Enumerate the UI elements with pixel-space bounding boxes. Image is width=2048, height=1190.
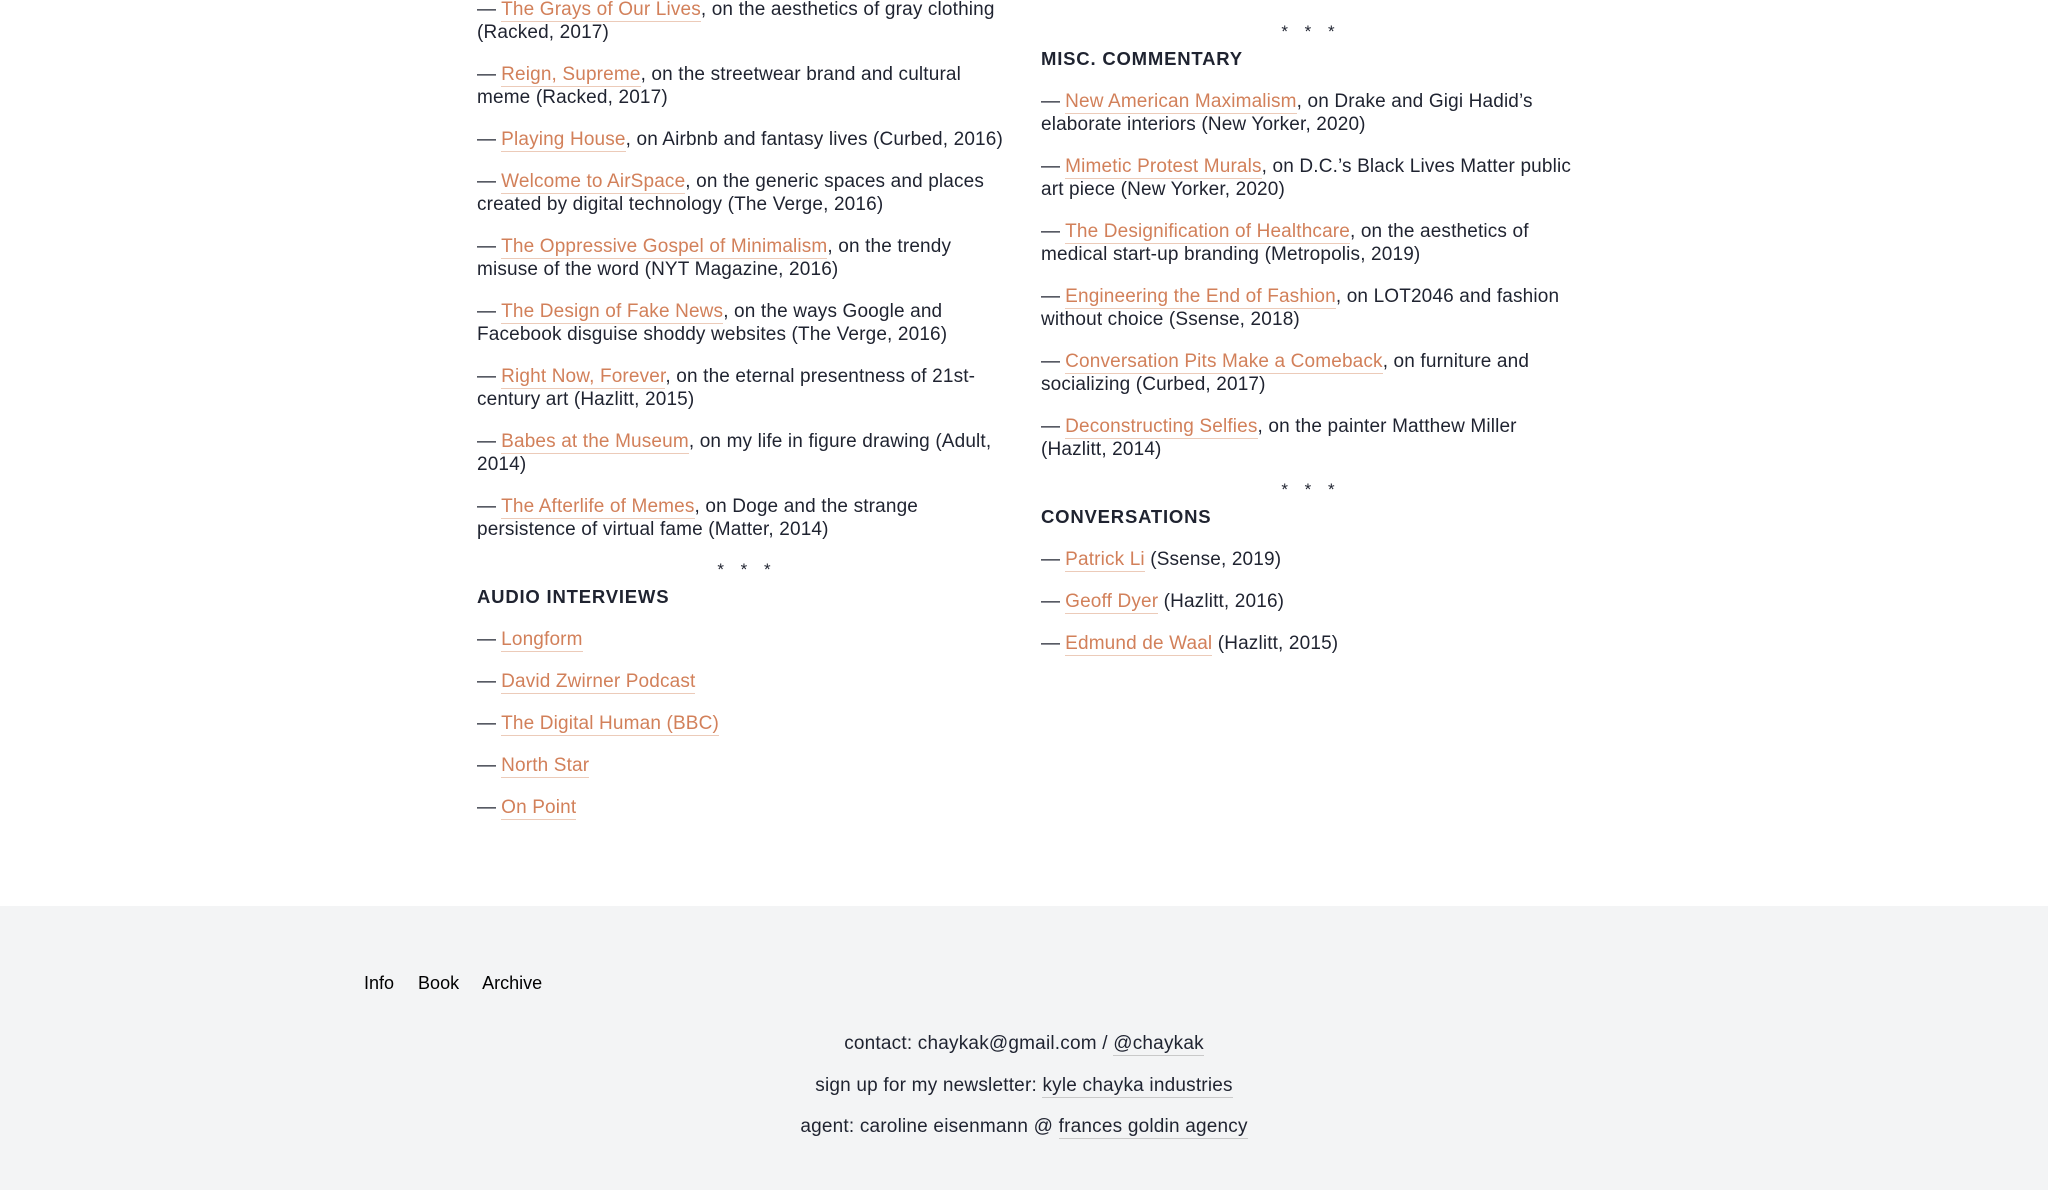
essay-link[interactable]: The Grays of Our Lives (501, 0, 701, 20)
essay-entry: — The Design of Fake News, on the ways Google and Facebook disguise shoddy websites (The Verge, 2016) (477, 301, 948, 345)
essays-column (477, 0, 1017, 838)
footer-contact-line: contact: chaykak@gmail.com / @chaykak (844, 1033, 1204, 1054)
essay-entry: — Reign, Supreme, on the streetwear brand and cultural meme (Racked, 2017) (477, 64, 962, 108)
commentary-link[interactable]: Engineering the End of Fashion (1065, 286, 1336, 307)
essay-link[interactable]: Welcome to AirSpace (501, 171, 686, 192)
essay-link[interactable]: Playing House (501, 129, 626, 150)
essay-entry: — The Oppressive Gospel of Minimalism, on the trendy misuse of the word (NYT Magazine, 2016) (477, 236, 952, 280)
audio-link[interactable]: Longform (501, 629, 583, 650)
essay-link[interactable]: Right Now, Forever (501, 366, 666, 387)
footer-nav-info[interactable]: Info (364, 973, 395, 993)
site-footer (0, 906, 2048, 1190)
essay-entry: — Playing House, on Airbnb and fantasy lives (Curbed, 2016) (477, 129, 1003, 150)
commentary-entry: — Deconstructing Selfies, on the painter Matthew Miller (Hazlitt, 2014) (1041, 416, 1517, 460)
audio-interviews-heading: AUDIO INTERVIEWS (477, 586, 670, 607)
essay-link[interactable]: The Design of Fake News (501, 301, 724, 322)
audio-entry: — North Star (477, 755, 590, 776)
conversation-entry: — Geoff Dyer (Hazlitt, 2016) (1041, 591, 1285, 612)
newsletter-link[interactable]: kyle chayka industries (1042, 1075, 1233, 1096)
commentary-entry: — Mimetic Protest Murals, on D.C.’s Black Lives Matter public art piece (New Yorker, 2020) (1041, 156, 1571, 200)
audio-entry: — The Digital Human (BBC) (477, 713, 719, 734)
essay-entry: — Welcome to AirSpace, on the generic spaces and places created by digital technology (The Verge, 2016) (477, 171, 985, 215)
essay-link[interactable]: The Afterlife of Memes (501, 496, 695, 517)
audio-entry: — On Point (477, 797, 577, 818)
audio-link[interactable]: North Star (501, 755, 590, 776)
misc-commentary-heading: MISC. COMMENTARY (1041, 48, 1243, 69)
commentary-entry: — Engineering the End of Fashion, on LOT2046 and fashion without choice (Ssense, 2018) (1041, 286, 1560, 330)
commentary-link[interactable]: Conversation Pits Make a Comeback (1065, 351, 1383, 372)
essay-entry: — The Afterlife of Memes, on Doge and the strange persistence of virtual fame (Matter, 2014) (477, 496, 918, 540)
audio-link[interactable]: The Digital Human (BBC) (501, 713, 719, 734)
footer-agent-line: agent: caroline eisenmann @ frances goldin agency (800, 1116, 1248, 1137)
essay-link[interactable]: The Oppressive Gospel of Minimalism (501, 236, 828, 257)
audio-entry: — David Zwirner Podcast (477, 671, 696, 692)
commentary-column (1041, 18, 1581, 674)
audio-entry: — Longform (477, 629, 583, 650)
commentary-entry: — Conversation Pits Make a Comeback, on furniture and socializing (Curbed, 2017) (1041, 351, 1530, 395)
conversation-link[interactable]: Patrick Li (1065, 549, 1145, 570)
essay-entry: — Babes at the Museum, on my life in figure drawing (Adult, 2014) (477, 431, 992, 475)
footer-nav-archive[interactable]: Archive (482, 973, 543, 993)
conversation-entry: — Patrick Li (Ssense, 2019) (1041, 549, 1282, 570)
commentary-entry: — New American Maximalism, on Drake and Gigi Hadid’s elaborate interiors (New Yorker, 2020) (1041, 91, 1533, 135)
conversation-entry: — Edmund de Waal (Hazlitt, 2015) (1041, 633, 1339, 654)
essay-entry: — The Grays of Our Lives, on the aesthetics of gray clothing (Racked, 2017) (477, 0, 995, 43)
twitter-link[interactable]: @chaykak (1113, 1033, 1204, 1054)
commentary-link[interactable]: Mimetic Protest Murals (1065, 156, 1262, 177)
footer-nav (364, 973, 561, 994)
section-separator: * * * (717, 560, 777, 579)
section-separator: * * * (1281, 22, 1341, 41)
commentary-link[interactable]: Deconstructing Selfies (1065, 416, 1258, 437)
footer-nav-book[interactable]: Book (418, 973, 460, 993)
agency-link[interactable]: frances goldin agency (1058, 1116, 1248, 1137)
commentary-link[interactable]: The Designification of Healthcare (1065, 221, 1350, 242)
commentary-entry: — The Designification of Healthcare, on the aesthetics of medical start-up branding (Metropolis, 2019) (1041, 221, 1529, 265)
footer-newsletter-line: sign up for my newsletter: kyle chayka industries (815, 1075, 1233, 1096)
audio-link[interactable]: David Zwirner Podcast (501, 671, 696, 692)
conversation-link[interactable]: Geoff Dyer (1065, 591, 1159, 612)
commentary-link[interactable]: New American Maximalism (1065, 91, 1297, 112)
essay-entry: — Right Now, Forever, on the eternal presentness of 21st-century art (Hazlitt, 2015) (477, 366, 976, 410)
section-separator: * * * (1281, 480, 1341, 499)
essay-link[interactable]: Reign, Supreme (501, 64, 641, 85)
essay-link[interactable]: Babes at the Museum (501, 431, 689, 452)
conversation-link[interactable]: Edmund de Waal (1065, 633, 1213, 654)
conversations-heading: CONVERSATIONS (1041, 506, 1212, 527)
audio-link[interactable]: On Point (501, 797, 577, 818)
